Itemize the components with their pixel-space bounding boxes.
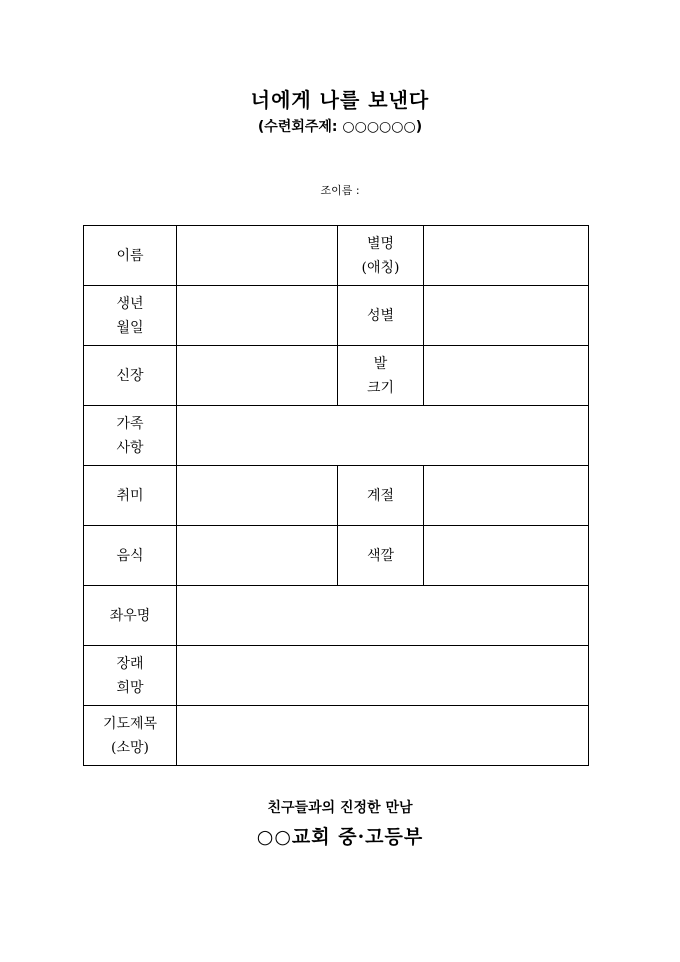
label-nickname-line1: 별명 (366, 235, 395, 252)
row-prayer (84, 706, 589, 766)
label-nickname (338, 226, 424, 286)
label-foot-size-line2: 크기 (366, 379, 395, 396)
field-future[interactable] (177, 646, 589, 706)
field-prayer[interactable] (177, 706, 589, 766)
label-color: 색깔 (338, 526, 424, 586)
label-family (84, 406, 177, 466)
row-height (84, 346, 589, 406)
row-name (84, 226, 589, 286)
field-name[interactable] (177, 226, 338, 286)
field-food[interactable] (177, 526, 338, 586)
label-prayer (84, 706, 177, 766)
row-family (84, 406, 589, 466)
label-height: 신장 (84, 346, 177, 406)
field-family[interactable] (177, 406, 589, 466)
retreat-theme: (수련회주제: ○○○○○○) (257, 119, 423, 135)
label-birthday-line1: 생년 (116, 295, 144, 312)
footer-organization: ○○교회 중·고등부 (256, 826, 424, 848)
row-motto (84, 586, 589, 646)
footer-slogan: 친구들과의 진정한 만남 (267, 800, 413, 816)
page-title: 너에게 나를 보낸다 (250, 88, 430, 112)
label-birthday (84, 286, 177, 346)
label-prayer-line2: (소망) (111, 739, 149, 756)
profile-form-table (83, 225, 589, 766)
field-motto[interactable] (177, 586, 589, 646)
row-food (84, 526, 589, 586)
label-birthday-line2: 월일 (116, 319, 144, 336)
label-foot-size (338, 346, 424, 406)
label-family-line1: 가족 (116, 415, 144, 432)
field-hobby[interactable] (177, 466, 338, 526)
label-name: 이름 (84, 226, 177, 286)
row-hobby (84, 466, 589, 526)
field-foot-size[interactable] (424, 346, 589, 406)
label-gender: 성별 (338, 286, 424, 346)
label-prayer-line1: 기도제목 (102, 715, 158, 732)
field-nickname[interactable] (424, 226, 589, 286)
row-birthday (84, 286, 589, 346)
field-season[interactable] (424, 466, 589, 526)
field-birthday[interactable] (177, 286, 338, 346)
label-foot-size-line1: 발 (373, 355, 388, 372)
label-future (84, 646, 177, 706)
label-food: 음식 (84, 526, 177, 586)
label-future-line1: 장래 (116, 655, 144, 672)
label-future-line2: 희망 (116, 679, 144, 696)
field-height[interactable] (177, 346, 338, 406)
label-motto: 좌우명 (84, 586, 177, 646)
group-name-label: 조이름 : (320, 184, 360, 197)
label-hobby: 취미 (84, 466, 177, 526)
label-family-line2: 사항 (116, 439, 144, 456)
label-nickname-line2: (애칭) (361, 259, 400, 276)
row-future (84, 646, 589, 706)
label-season: 계절 (338, 466, 424, 526)
field-gender[interactable] (424, 286, 589, 346)
field-color[interactable] (424, 526, 589, 586)
